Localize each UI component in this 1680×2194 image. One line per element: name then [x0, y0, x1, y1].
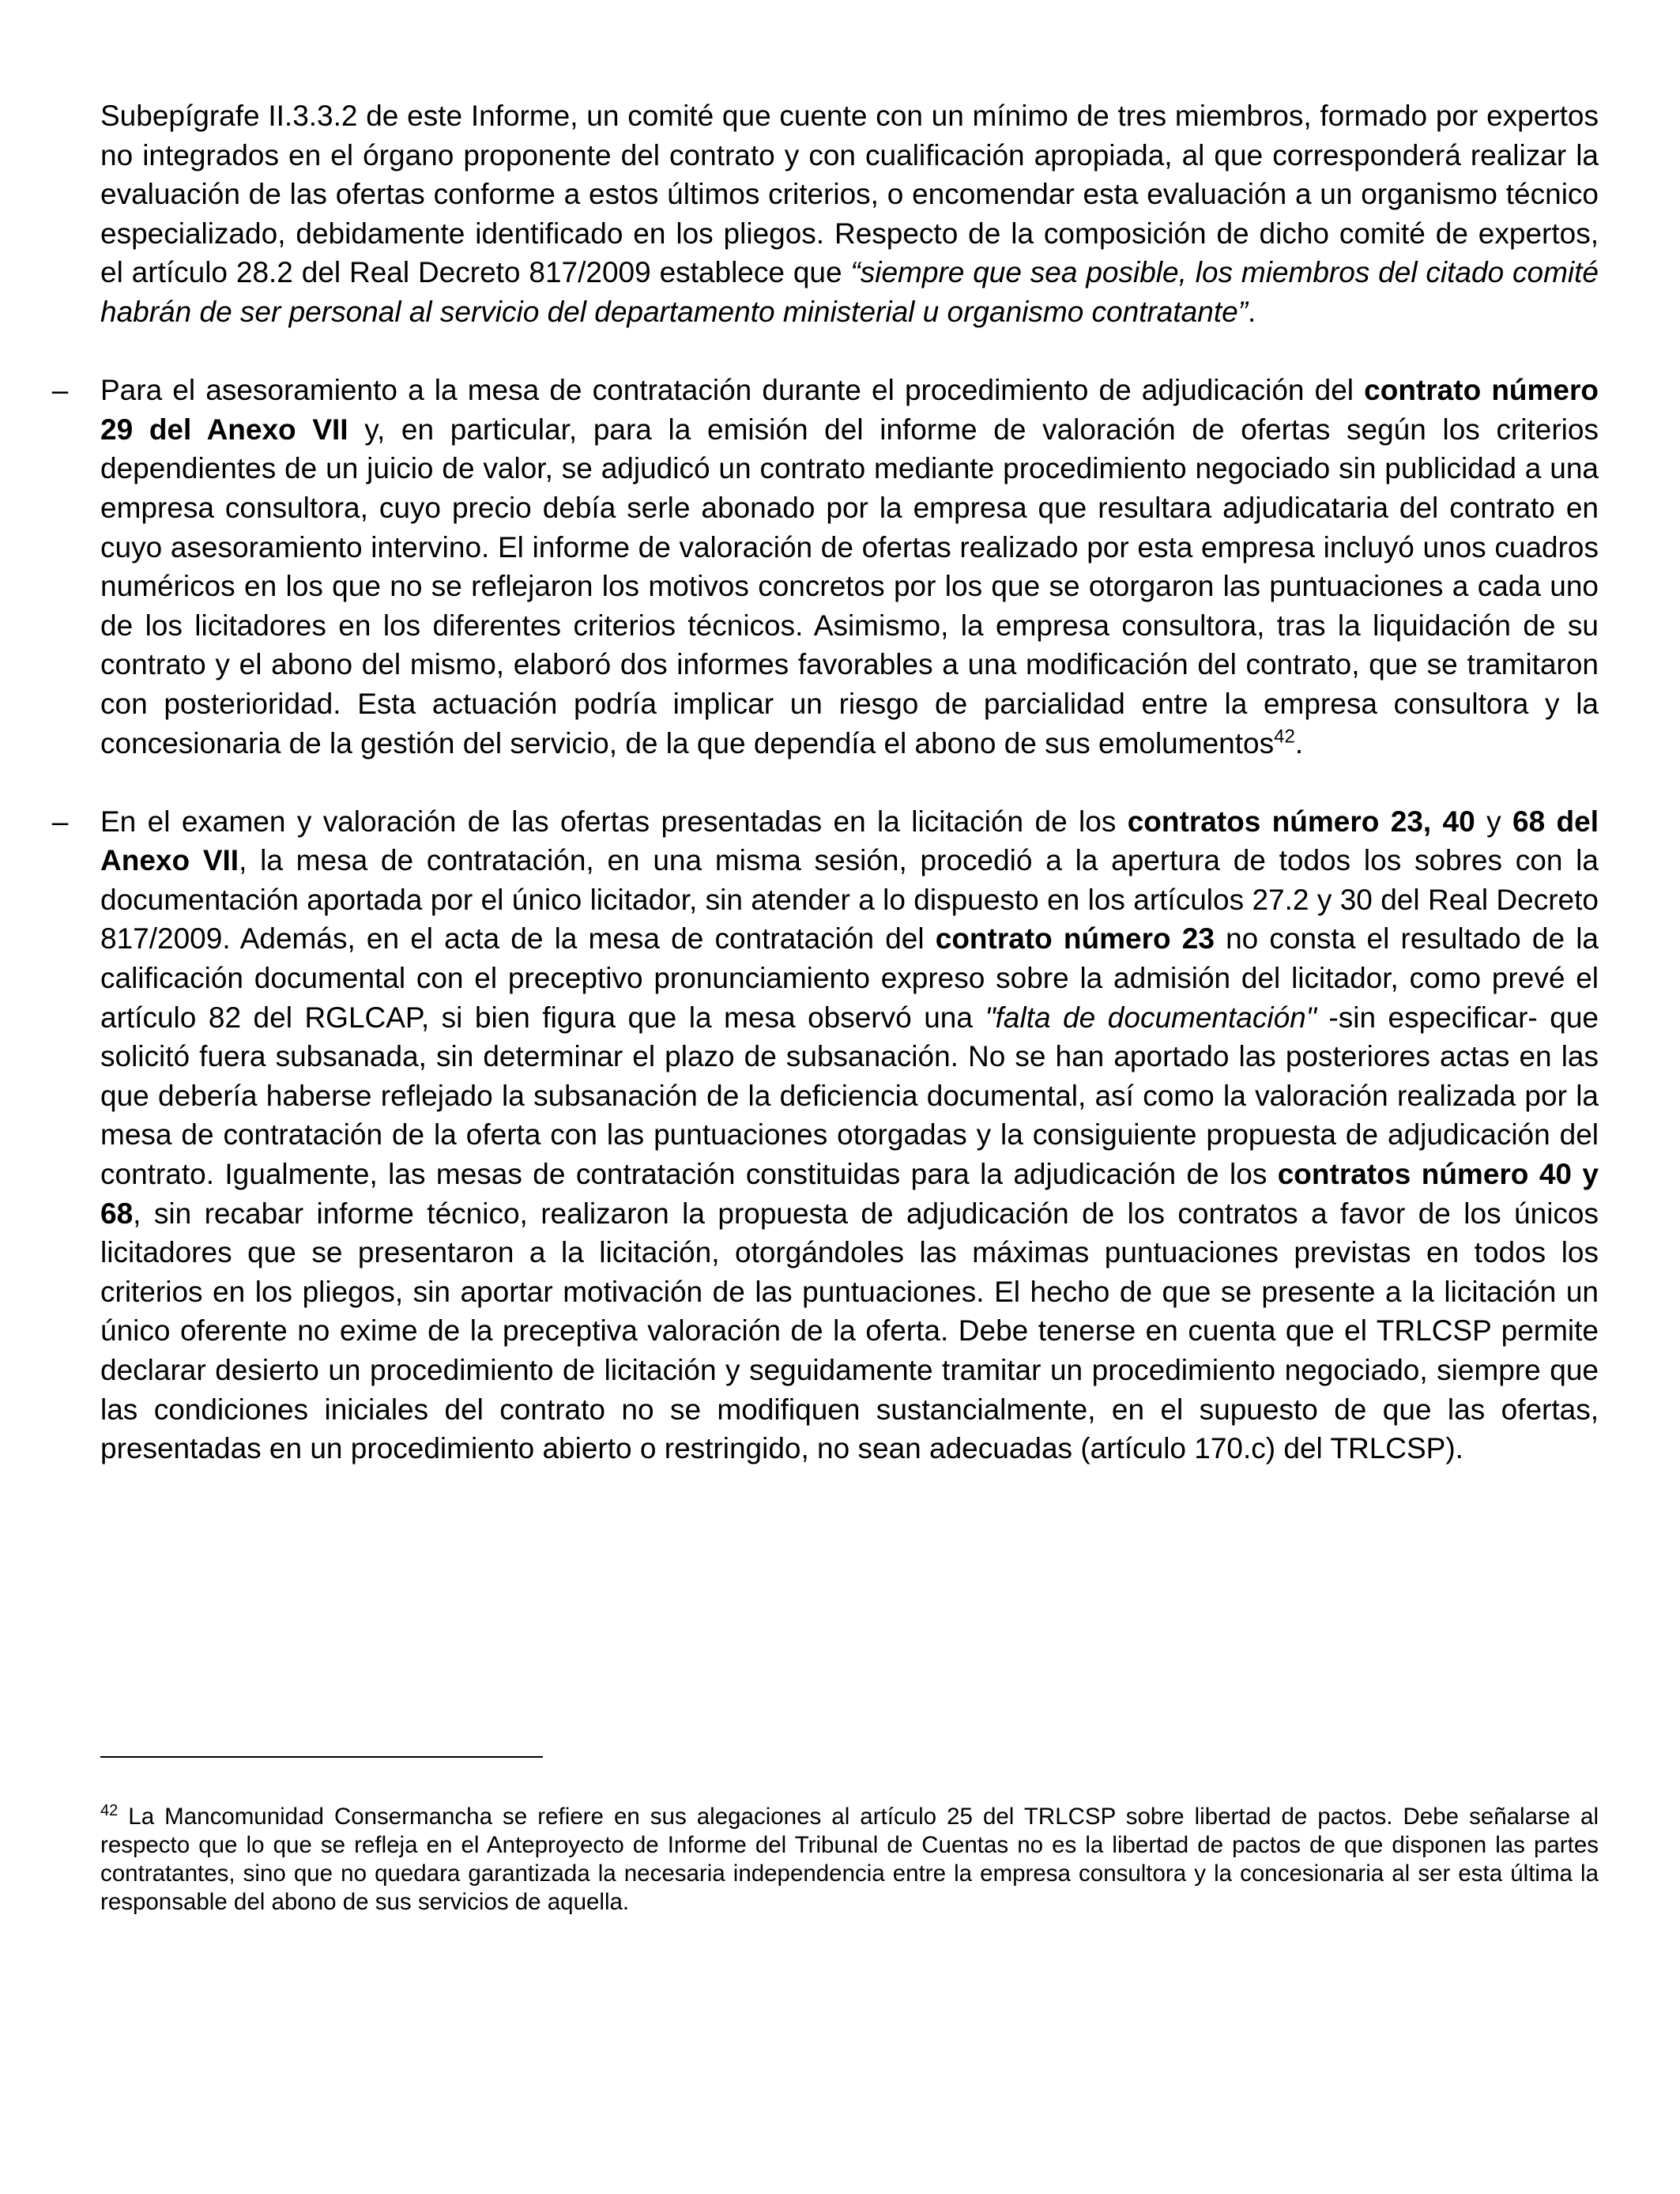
bullet-paragraph: [100, 802, 1599, 1468]
bullet-item-contrato-29: [51, 371, 1599, 763]
bullet-dash-icon: –: [51, 374, 69, 407]
bullet-text: En el examen y valoración de las ofertas presentadas en la licitación de los: [100, 805, 1128, 838]
bullet-text: no consta el resultado de la calificación documental con el preceptivo pronunciamiento expreso sobre la admisión del licitador, como prevé el artículo 82 del RGLCAP, si bien figura que la mesa observó una: [100, 922, 1599, 1034]
paragraph-continuation: [100, 96, 1599, 332]
document-body: [51, 96, 1599, 1468]
bold-reference: contrato número 29 del Anexo VII: [100, 374, 1599, 446]
quoted-text: “siempre que sea posible, los miembros del citado comité habrán de ser personal al servicio del departamento ministerial u organismo contratante”: [100, 256, 1599, 328]
paragraph-text: Subepígrafe II.3.3.2 de este Informe, un comité que cuente con un mínimo de tres miembros, formado por expertos no integrados en el órgano proponente del contrato y con cualificación apropiada, al que corresponderá realizar la evaluación de las ofertas conforme a estos últimos criterios, o encomendar esta evaluación a un organismo técnico especializado, debidamente identificado en los pliegos. Respecto de la composición de dicho comité de expertos, el artículo 28.2 del Real Decreto 817/2009 establece que: [100, 100, 1599, 289]
bullet-text: , sin recabar informe técnico, realizaron la propuesta de adjudicación de los contratos a favor de los únicos licitadores que se presentaron a la licitación, otorgándoles las máximas puntuaciones previstas en todos los criterios en los pliegos, sin aportar motivación de las puntuaciones. El hecho de que se presente a la licitación un único oferente no exime de la preceptiva valoración de la oferta. Debe tenerse en cuenta que el TRLCSP permite declarar desierto un procedimiento de licitación y seguidamente tramitar un procedimiento negociado, siempre que las condiciones iniciales del contrato no se modifiquen sustancialmente, en el supuesto de que las ofertas, presentadas en un procedimiento abierto o restringido, no sean adecuadas (artículo 170.c) del TRLCSP).: [100, 1197, 1599, 1465]
footnote-42: [100, 1803, 1599, 1917]
bullet-item-contratos-23-40-68: [51, 802, 1599, 1468]
bullet-text: -sin especificar- que solicitó fuera subsanada, sin determinar el plazo de subsanación. No se han aportado las posteriores actas en las que debería haberse reflejado la subsanación de la deficiencia documental, así como la valoración realizada por la mesa de contratación de la oferta con las puntuaciones otorgadas y la consiguiente propuesta de adjudicación del contrato. Igualmente, las mesas de contratación constituidas para la adjudicación de los: [100, 1001, 1599, 1191]
bullet-text: y, en particular, para la emisión del informe de valoración de ofertas según los criterios dependientes de un juicio de valor, se adjudicó un contrato mediante procedimiento negociado sin publicidad a una empresa consultora, cuyo precio debía serle abonado por la empresa que resultara adjudicataria del contrato en cuyo asesoramiento intervino. El informe de valoración de ofertas realizado por esta empresa incluyó unos cuadros numéricos en los que no se reflejaron los motivos concretos por los que se otorgaron las puntuaciones a cada uno de los licitadores en los diferentes criterios técnicos. Asimismo, la empresa consultora, tras la liquidación de su contrato y el abono del mismo, elaboró dos informes favorables a una modificación del contrato, que se tramitaron con posterioridad. Esta actuación podría implicar un riesgo de parcialidad entre la empresa consultora y la concesionaria de la gestión del servicio, de la que dependía el abono de sus emolumentos: [100, 413, 1599, 760]
footnote-reference[interactable]: 42: [1274, 726, 1295, 748]
bullet-text: y: [1475, 805, 1512, 838]
footnote-text: La Mancomunidad Consermancha se refiere en sus alegaciones al artículo 25 del TRLCSP sobre libertad de pactos. Debe señalarse al respecto que lo que se refleja en el Anteproyecto de Informe del Tribunal de Cuentas no es la libertad de pactos de que disponen las partes contratantes, sino que no quedara garantizada la necesaria independencia entre la empresa consultora y la concesionaria al ser esta última la responsable del abono de sus servicios de aquella.: [100, 1804, 1599, 1915]
bold-reference: contratos número 40 y 68: [100, 1158, 1599, 1230]
bullet-paragraph: [100, 371, 1599, 763]
italic-quote: "falta de documentación": [985, 1001, 1317, 1034]
bold-reference: 68 del Anexo VII: [100, 805, 1599, 877]
footnote-number: 42: [100, 1802, 119, 1820]
bullet-text-end: .: [1294, 726, 1304, 760]
bold-reference: contrato número 23: [935, 922, 1215, 956]
footnote-separator: [100, 1756, 543, 1758]
bold-reference: contratos número 23, 40: [1127, 805, 1475, 838]
bullet-dash-icon: –: [51, 805, 69, 838]
bullet-text: , la mesa de contratación, en una misma sesión, procedió a la apertura de todos los sobres con la documentación aportada por el único licitador, sin atender a lo dispuesto en los artículos 27.2 y 30 del Real Decreto 817/2009. Además, en el acta de la mesa de contratación del: [100, 844, 1599, 956]
bullet-text: Para el asesoramiento a la mesa de contratación durante el procedimiento de adjudicación del: [100, 374, 1365, 407]
paragraph-text-end: .: [1248, 295, 1256, 328]
